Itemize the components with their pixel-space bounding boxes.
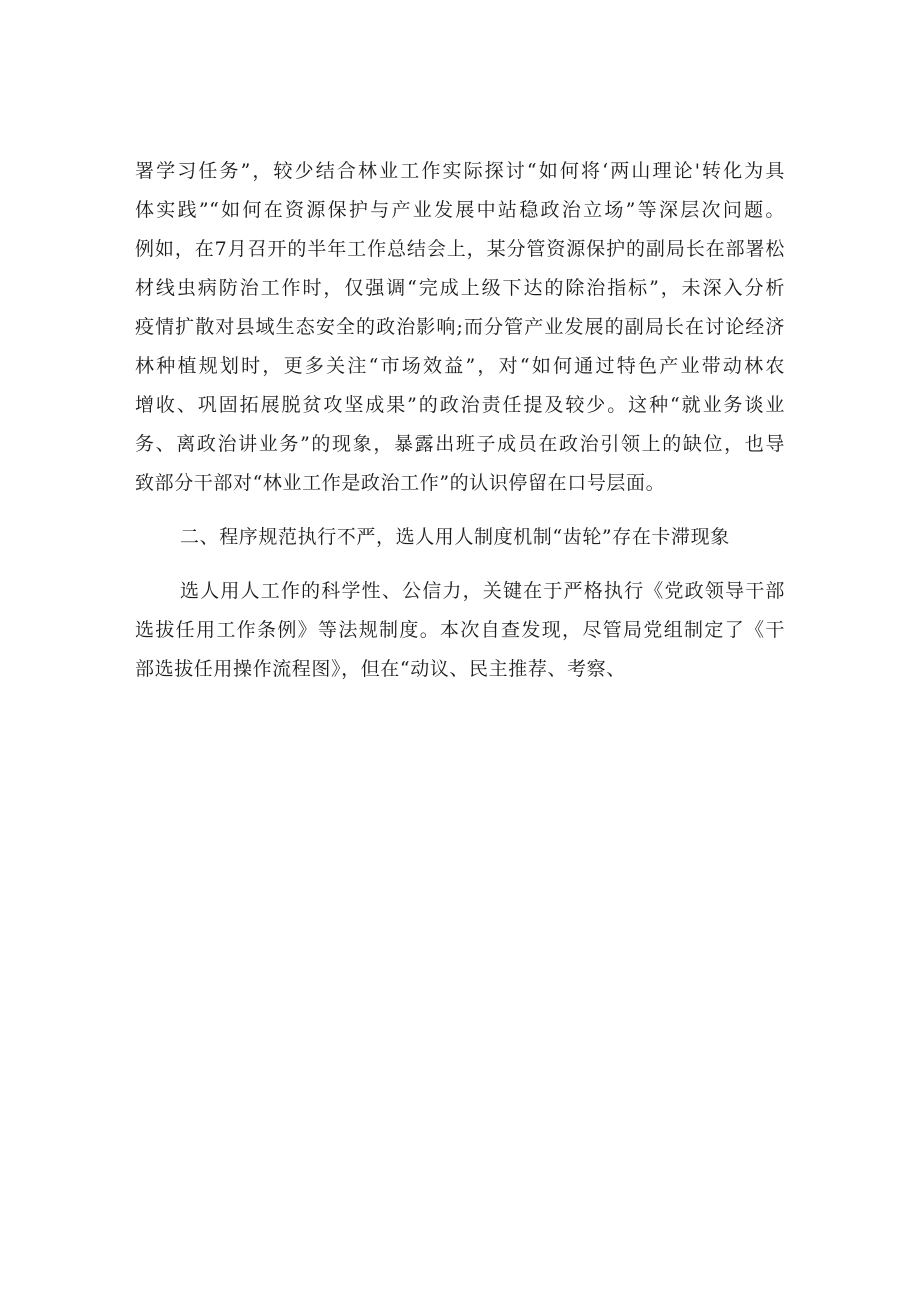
text-line: 例如，在7月召开的半年工作总结会上，某分管资源保护的副局长在部署松 (135, 238, 785, 260)
text-line: 部选拔任用操作流程图》，但在“动议、民主推荐、考察、 (135, 658, 626, 680)
text-line: 选人用人工作的科学性、公信力，关键在于严格执行《党政领导干部 (180, 580, 785, 602)
text-line: 林种植规划时，更多关注“市场效益”，对“如何通过特色产业带动林农 (135, 355, 785, 377)
text-line: 选拔任用工作条例》等法规制度。本次自查发现，尽管局党组制定了《干 (135, 619, 785, 641)
text-line: 疫情扩散对县域生态安全的政治影响;而分管产业发展的副局长在讨论经济 (135, 316, 785, 338)
paragraph-2 (135, 572, 785, 689)
text-line: 署学习任务”，较少结合林业工作实际探讨“如何将‘两山理论'转化为具 (135, 160, 785, 182)
section-heading (135, 518, 785, 557)
text-line: 材线虫病防治工作时，仅强调“完成上级下达的除治指标”，未深入分析 (135, 277, 785, 299)
text-line: 致部分干部对“林业工作是政治工作”的认识停留在口号层面。 (135, 472, 666, 494)
section-heading-text: 二、程序规范执行不严，选人用人制度机制“齿轮”存在卡滞现象 (180, 526, 730, 548)
text-line: 增收、巩固拓展脱贫攻坚成果”的政治责任提及较少。这种“就业务谈业 (135, 394, 785, 416)
paragraph-1 (135, 152, 785, 503)
text-line: 体实践”“如何在资源保护与产业发展中站稳政治立场”等深层次问题。 (135, 199, 785, 221)
document-body (135, 152, 785, 689)
text-line: 务、离政治讲业务”的现象，暴露出班子成员在政治引领上的缺位，也导 (135, 433, 785, 455)
